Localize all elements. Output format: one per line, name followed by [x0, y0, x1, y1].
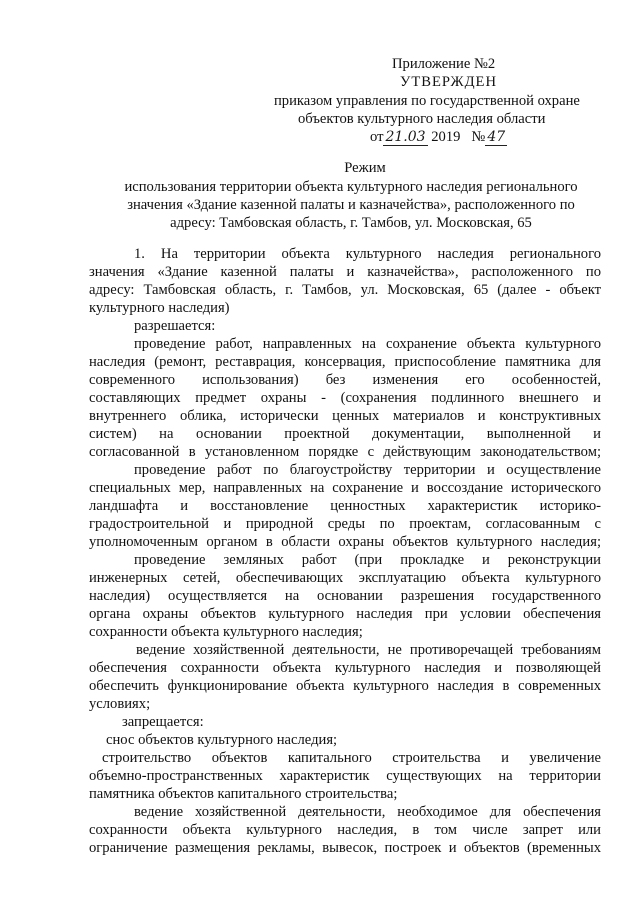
body-line: обеспечения сохранности объекта культурного наследия и позволяющей: [89, 660, 601, 676]
body-line: составляющих предмет охраны - (сохранения подлинного внешнего и: [89, 390, 601, 406]
year: 2019: [431, 129, 461, 145]
body-line: уполномоченным органом в области охраны объектов культурного наследия;: [89, 534, 601, 550]
body-line: разрешается:: [134, 318, 216, 334]
body-line: памятника объектов капитального строительства;: [89, 786, 398, 802]
number-handwritten: 47: [487, 129, 506, 145]
number-prefix: №: [471, 129, 486, 145]
body-line: ведение хозяйственной деятельности, необходимое для обеспечения: [134, 804, 601, 820]
body-line: сохранности объекта культурного наследия;: [89, 624, 363, 640]
body-line: условиях;: [89, 696, 151, 712]
title-line-2: значения «Здание казенной палаты и казначейства», расположенного по: [127, 197, 575, 213]
body-line: органа охраны объектов культурного наследия при условии обеспечения: [89, 606, 601, 622]
body-line: систем) на основании проектной документации, выполненной и: [89, 426, 601, 442]
appendix-label: Приложение №2: [392, 56, 496, 72]
title-line-1: использования территории объекта культурного наследия регионального: [124, 179, 578, 195]
body-line: культурного наследия): [89, 300, 230, 316]
approved-label: УТВЕРЖДЕН: [400, 74, 497, 90]
body-line: запрещается:: [122, 714, 204, 730]
body-line: строительство объектов капитального строительства и увеличение: [102, 750, 601, 766]
body-line: снос объектов культурного наследия;: [106, 732, 338, 748]
order-line-1: приказом управления по государственной охране: [274, 93, 580, 109]
body-line: проведение работ, направленных на сохранение объекта культурного: [134, 336, 601, 352]
body-line: 1. На территории объекта культурного наследия регионального: [134, 246, 601, 262]
body-line: внутреннего облика, исторически ценных материалов и конструктивных: [89, 408, 601, 424]
body-line: объемно-пространственных характеристик существующих на территории: [89, 768, 601, 784]
document-title: Режим: [344, 160, 386, 176]
body-line: наследия (ремонт, реставрация, консервация, приспособление памятника для: [89, 354, 601, 370]
body-line: значения «Здание казенной палаты и казначейства», расположенного по: [89, 264, 601, 280]
date-prefix: от: [370, 129, 384, 145]
body-line: обеспечить функционирование объекта культурного наследия в современных: [89, 678, 601, 694]
body-line: проведение земляных работ (при прокладке и реконструкции: [134, 552, 601, 568]
body-line: ведение хозяйственной деятельности, не противоречащей требованиям: [136, 642, 601, 658]
body-line: сохранности объекта культурного наследия, в том числе запрет или: [89, 822, 601, 838]
body-line: ландшафта и восстановление ценностных характеристик историко-: [89, 498, 601, 514]
body-line: ограничение размещения рекламы, вывесок, построек и объектов (временных: [89, 840, 601, 856]
body-line: специальных мер, направленных на сохранение и воссоздание исторического: [89, 480, 601, 496]
order-date-line: [370, 128, 507, 146]
body-line: наследия) осуществляется на основании разрешения государственного: [89, 588, 601, 604]
body-line: градостроительной и природной среды по проектам, согласованным с: [89, 516, 601, 532]
body-line: инженерных сетей, обеспечивающих эксплуатацию объекта культурного: [89, 570, 601, 586]
date-handwritten: 21.03: [385, 129, 426, 145]
body-line: согласованной в установленном порядке с действующим законодательством;: [89, 444, 601, 460]
body-line: современного использования) без изменения его особенностей,: [89, 372, 601, 388]
title-line-3: адресу: Тамбовская область, г. Тамбов, ул. Московская, 65: [170, 215, 532, 231]
order-line-2: объектов культурного наследия области: [298, 111, 546, 127]
body-line: проведение работ по благоустройству территории и осуществление: [134, 462, 601, 478]
body-line: адресу: Тамбовская область, г. Тамбов, ул. Московская, 65 (далее - объект: [89, 282, 601, 298]
